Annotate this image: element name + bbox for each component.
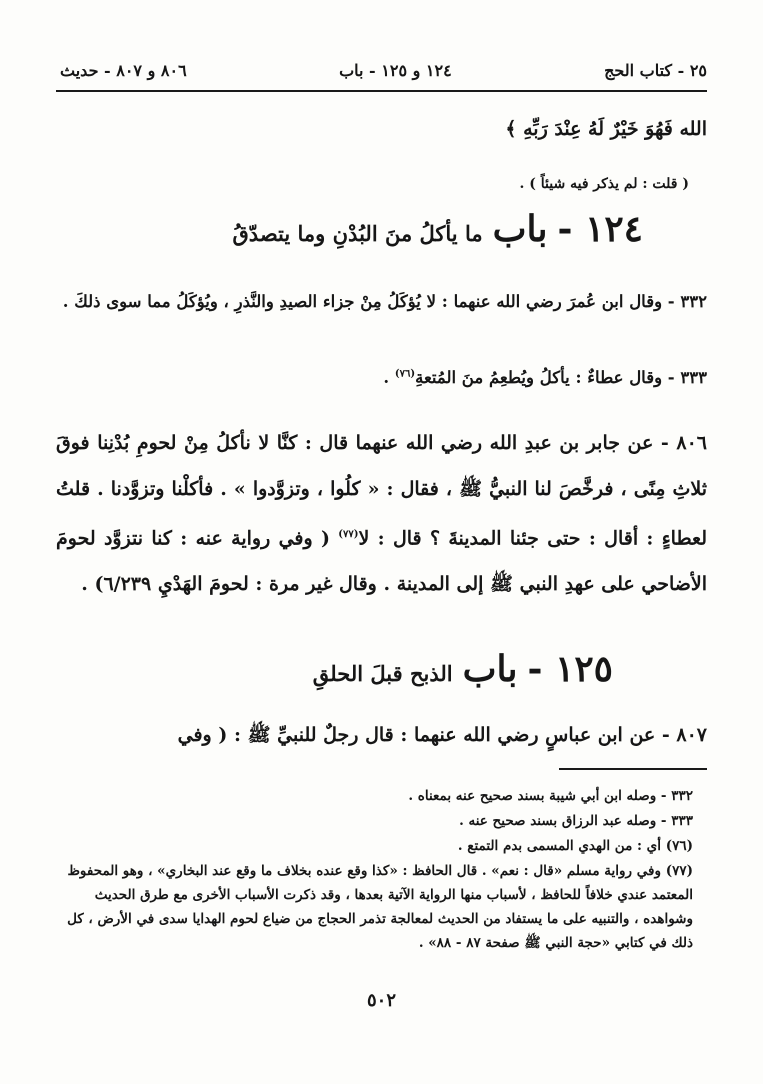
- footnote-76: (٧٦) أي : من الهدي المسمى بدم التمتع .: [457, 838, 693, 854]
- header-book-title: ٢٥ - كتاب الحج: [604, 60, 707, 80]
- hadith-807: [56, 712, 707, 758]
- athar-333-end: .: [383, 368, 395, 387]
- header-chapters: ١٢٤ و ١٢٥ - باب: [339, 60, 452, 80]
- chapter-word: باب: [492, 208, 548, 250]
- chapter-heading-124: [56, 208, 643, 250]
- hadith-807-text: عن ابن عباسٍ رضي الله عنهما : قال رجلٌ للنبيِّ ﷺ : ( وفي: [177, 724, 662, 746]
- footnote-divider: [559, 768, 707, 770]
- editor-note: ( قلت : لم يذكر فيه شيئاً ) .: [519, 176, 689, 192]
- hadith-806: [56, 420, 707, 607]
- quran-verse-end: الله فَهُوَ خَيْرٌ لَهُ عِنْدَ رَبِّهِ ﴾: [505, 118, 707, 140]
- hadith-number: ٨٠٧ -: [661, 724, 707, 746]
- chapter-title: ما يأكلُ منَ البُدْنِ وما يتصدّقُ: [232, 221, 483, 246]
- running-header: [60, 58, 707, 82]
- footnote-ref-76: (٧٦): [394, 368, 416, 380]
- chapter-title: الذبح قبلَ الحلقِ: [312, 661, 453, 686]
- chapter-number: ١٢٤ -: [557, 208, 643, 250]
- hadith-806-line1: عن جابر بن عبدِ الله رضي الله عنهما قال : كنَّا لا نأكلُ مِنْ لحومِ بُدْنِنا فوقَ ثلاثِ مِنًى ، فرخَّصَ لنا النبيُّ ﷺ ، فقال :: [56, 432, 708, 500]
- athar-332: ٣٣٢ - وقال ابن عُمرَ رضي الله عنهما : لا يُؤكَلُ مِنْ جزاء الصيدِ والنَّذرِ ، ويُؤكَلُ مما سوى ذلكَ .: [62, 292, 707, 311]
- footnote-ref-77: (٧٧): [338, 529, 359, 540]
- footnotes: [58, 784, 693, 955]
- page-number: ٥٠٢: [366, 990, 396, 1011]
- footnote-332: ٣٣٢ - وصله ابن أبي شيبة بسند صحيح عنه بمعناه .: [408, 788, 693, 804]
- chapter-number: ١٢٥ -: [527, 648, 613, 690]
- hadith-number: ٨٠٦ -: [660, 432, 707, 454]
- chapter-word: باب: [462, 648, 518, 690]
- header-hadiths: ٨٠٦ و ٨٠٧ - حديث: [60, 60, 187, 80]
- header-divider: [56, 90, 707, 92]
- athar-333: [56, 368, 707, 387]
- hadith-806-line2: « كلُوا ، وتزوَّدوا » . فأكلْنا وتزوَّدنا . قلتُ لعطاءٍ : أقال : حتى جئنا المدينةَ ؟ قال : لا: [56, 478, 707, 550]
- footnote-333: ٣٣٣ - وصله عبد الرزاق بسند صحيح عنه .: [459, 813, 693, 829]
- hadith-806-line3: ( وفي رواية عنه : كنا نتزوَّد لحومَ الأضاحي على عهدِ النبي ﷺ إلى المدينة . وقال غير مرة : لحومَ الهَدْيِ ٦/٢٣٩) .: [56, 527, 707, 596]
- footnote-77: (٧٧) وفي رواية مسلم «قال : نعم» . قال الحافظ : «كذا وقع عنده بخلاف ما وقع عند البخاري» ، وهو المحفوظ المعتمد عندي خلافاً للحافظ ، لأسباب منها الرواية الآتية بعدها ، وقد ذكرت الأسباب الأخرى مع طرق الحديث وشواهده ، والتنبيه على ما يستفاد من الحديث لمعالجة تذمر الحجاج من ضياع لحوم الهدايا سدى في الأرض ، كل ذلك في كتابي «حجة النبي ﷺ صفحة ٨٧ - ٨٨» .: [67, 863, 693, 951]
- chapter-heading-125: [56, 648, 613, 690]
- athar-333-text: ٣٣٣ - وقال عطاءٌ : يأكلُ ويُطعِمُ منَ المُتعةِ: [415, 368, 707, 387]
